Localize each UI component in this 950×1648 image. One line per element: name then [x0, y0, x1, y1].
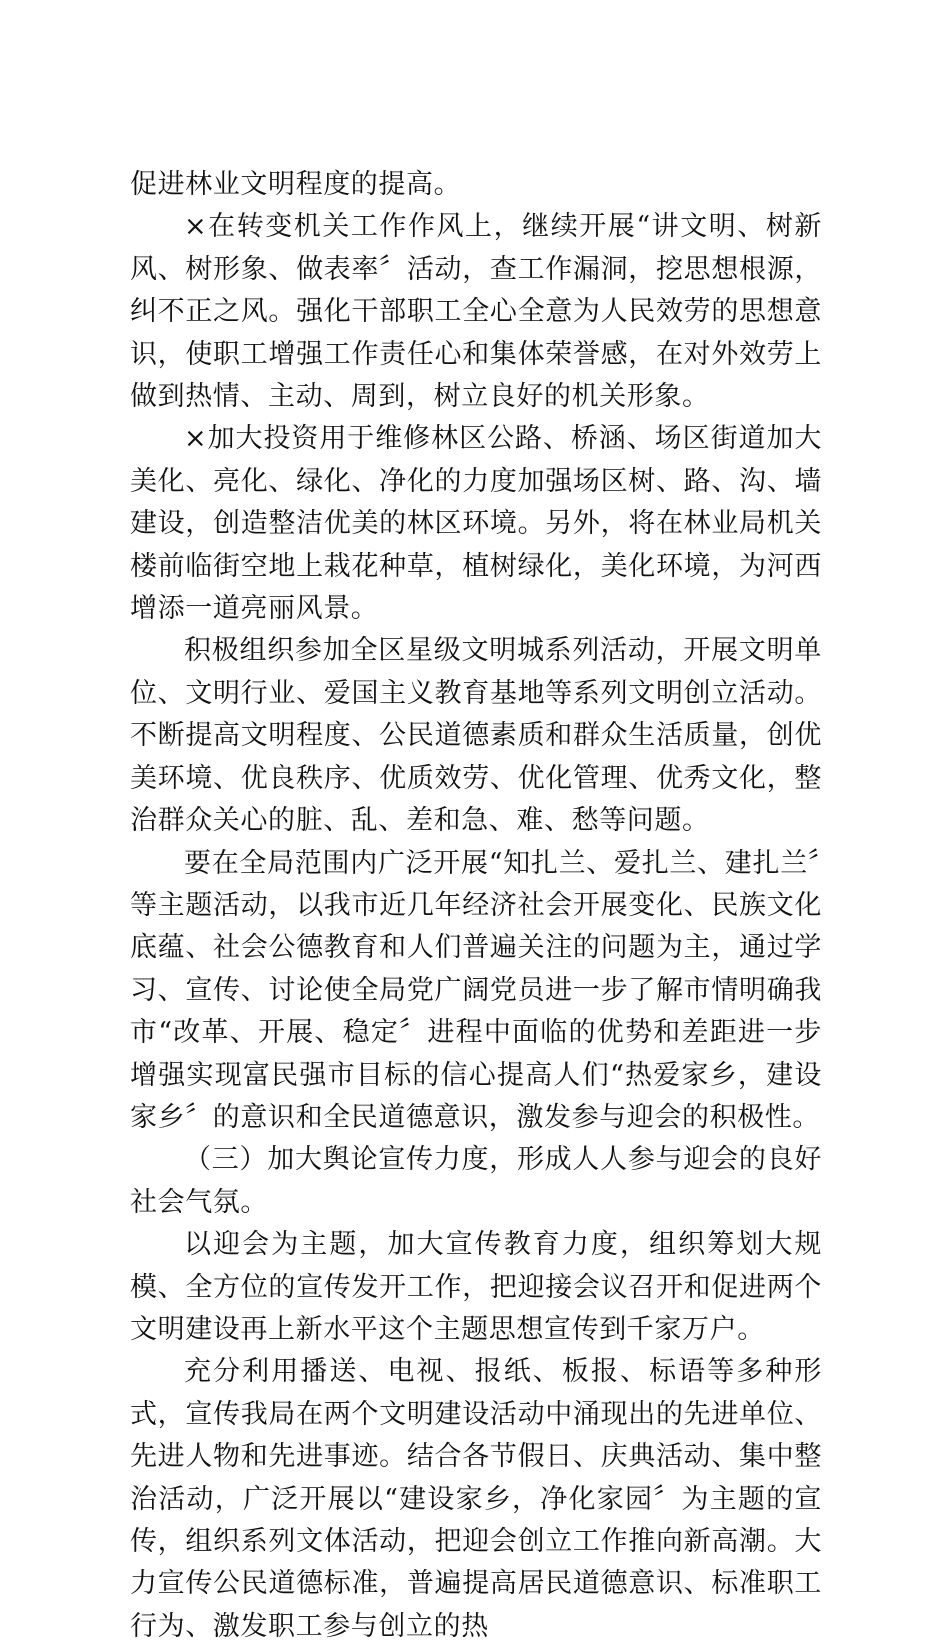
section-heading-publicity: （三）加大舆论宣传力度，形成人人参与迎会的良好社会气氛。 — [130, 1144, 822, 1218]
paragraph-work-style: ×在转变机关工作作风上，继续开展“讲文明、树新风、树形象、做表率〞活动，查工作漏洞，挖思想根源，纠不正之风。强化干部职工全心全意为人民效劳的思想意识，使职工增强工作责任心和集体荣誉感，在对外效劳上做到热情、主动、周到，树立良好的机关形象。 — [130, 211, 822, 413]
paragraph-publicity-theme: 以迎会为主题，加大宣传教育力度，组织筹划大规模、全方位的宣传发开工作，把迎接会议召开和促进两个文明建设再上新水平这个主题思想宣传到千家万户。 — [130, 1229, 822, 1345]
paragraph-theme-activities: 要在全局范围内广泛开展“知扎兰、爱扎兰、建扎兰〞等主题活动，以我市近几年经济社会开展变化、民族文化底蕴、社会公德教育和人们普遍关注的问题为主，通过学习、宣传、讨论使全局党广阔党员进一步了解市情明确我市“改革、开展、稳定〞进程中面临的优势和差距进一步增强实现富民强市目标的信心提高人们“热爱家乡，建设家乡〞的意识和全民道德意识，激发参与迎会的积极性。 — [130, 847, 822, 1133]
document-page — [130, 164, 822, 1648]
paragraph-continuation: 促进林业文明程度的提高。 — [130, 169, 462, 200]
paragraph-media-usage: 充分利用播送、电视、报纸、板报、标语等多种形式，宣传我局在两个文明建设活动中涌现出的先进单位、先进人物和先进事迹。结合各节假日、庆典活动、集中整治活动，广泛开展以“建设家乡，净化家园〞为主题的宣传，组织系列文体活动，把迎会创立工作推向新高潮。大力宣传公民道德标准，普遍提高居民道德意识、标准职工行为、激发职工参与创立的热 — [130, 1356, 822, 1642]
paragraph-environment: ×加大投资用于维修林区公路、桥涵、场区街道加大美化、亮化、绿化、净化的力度加强场区树、路、沟、墙建设，创造整洁优美的林区环境。另外，将在林业局机关楼前临街空地上栽花种草，植树绿化，美化环境，为河西增添一道亮丽风景。 — [130, 423, 822, 625]
paragraph-civilization-activities: 积极组织参加全区星级文明城系列活动，开展文明单位、文明行业、爱国主义教育基地等系列文明创立活动。不断提高文明程度、公民道德素质和群众生活质量，创优美环境、优良秩序、优质效劳、优化管理、优秀文化，整治群众关心的脏、乱、差和急、难、愁等问题。 — [130, 635, 822, 837]
